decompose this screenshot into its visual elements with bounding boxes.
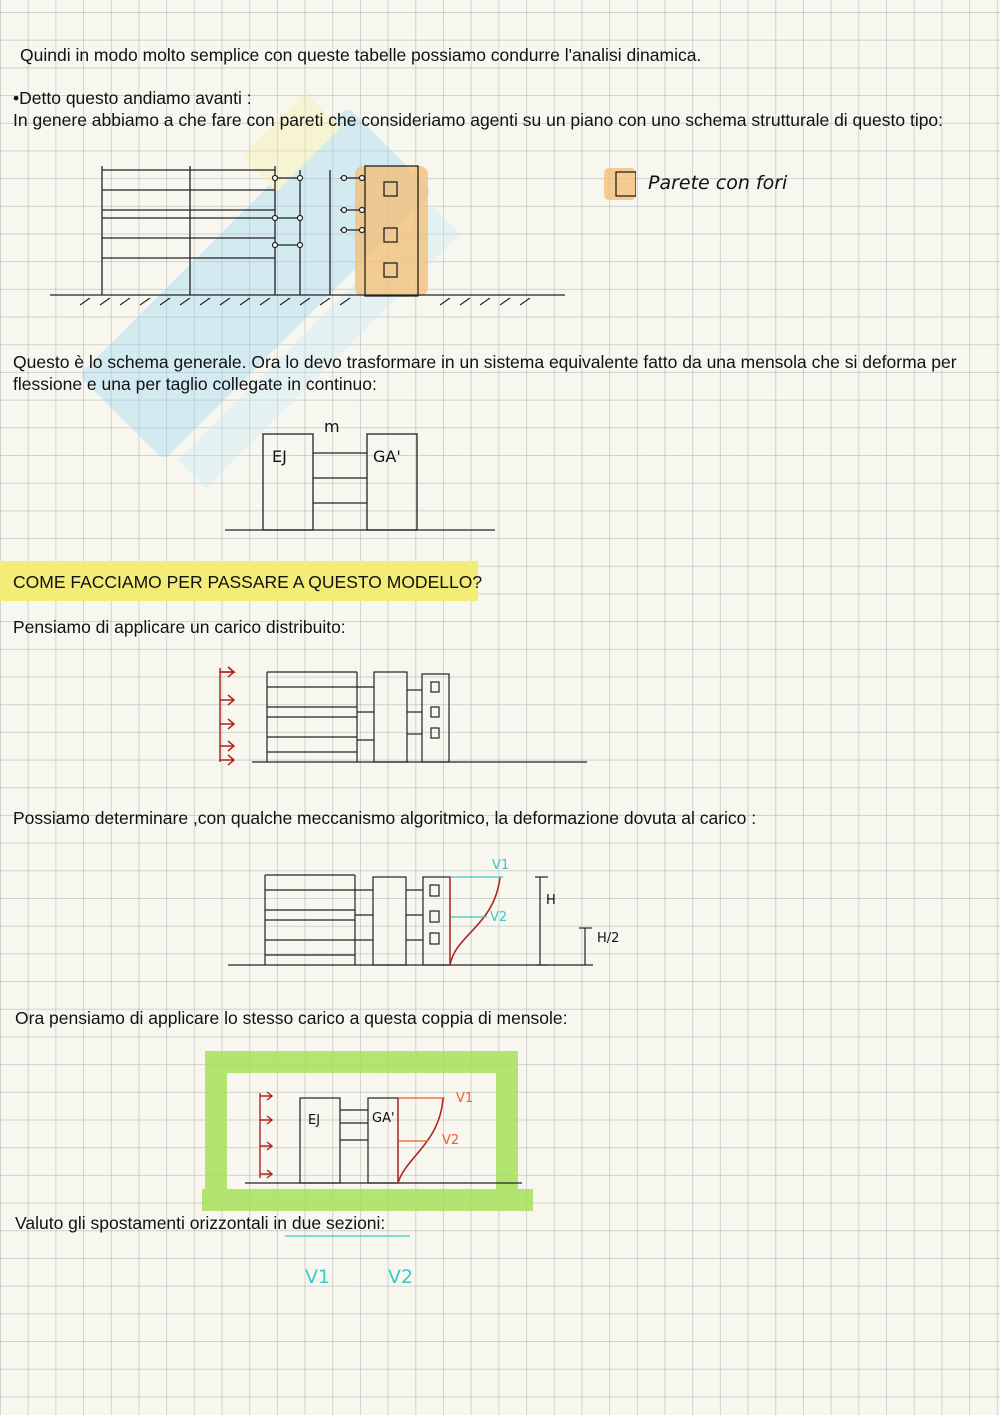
- paragraph-horizontal-displacements: Valuto gli spostamenti orizzontali in due sezioni:: [15, 1213, 386, 1233]
- paragraph-distributed-load: Pensiamo di applicare un carico distribuito:: [13, 617, 346, 637]
- label-ej-pair: EJ: [308, 1113, 321, 1128]
- label-v1-bottom: V1: [305, 1266, 331, 1288]
- label-v2-pair: V2: [442, 1133, 460, 1148]
- label-ej: EJ: [272, 447, 287, 466]
- label-v2-deformation: V2: [490, 910, 508, 925]
- paragraph-same-load: Ora pensiamo di applicare lo stesso carico a questa coppia di mensole:: [15, 1008, 568, 1028]
- label-h: H: [546, 893, 556, 908]
- label-v2-bottom: V2: [388, 1266, 414, 1288]
- label-ga: GA': [373, 447, 401, 466]
- label-h-half: H/2: [597, 931, 620, 946]
- paragraph-walls: In genere abbiamo a che fare con pareti che consideriamo agenti su un piano con uno schema strutturale di questo tipo:: [13, 110, 944, 130]
- paragraph-equivalent-system: Questo è lo schema generale. Ora lo devo trasformare in un sistema equivalente fatto da una mensola che si deforma per flessione e una per taglio collegate in continuo:: [13, 352, 957, 394]
- figure-cantilever-pair: [200, 1048, 536, 1216]
- label-ga-pair: GA': [372, 1111, 395, 1126]
- heading-model: COME FACCIAMO PER PASSARE A QUESTO MODELLO?: [13, 572, 483, 592]
- orange-highlight-square: [604, 164, 636, 202]
- label-v1-pair: V1: [456, 1091, 474, 1106]
- figure-deformation: [225, 855, 635, 973]
- figure-equivalent-cantilevers: [225, 420, 500, 545]
- figure-distributed-load: [212, 662, 592, 770]
- cyan-underline: [285, 1234, 413, 1238]
- paragraph-deformation: Possiamo determinare ,con qualche meccanismo algoritmico, la deformazione dovuta al carico :: [13, 808, 757, 828]
- figure-structural-scheme: [50, 160, 570, 315]
- label-v1-deformation: V1: [492, 858, 510, 873]
- paragraph-bullet: •Detto questo andiamo avanti :: [13, 88, 252, 108]
- note-wall-with-holes: Parete con fori: [648, 172, 788, 194]
- paragraph-intro: Quindi in modo molto semplice con queste tabelle possiamo condurre l'analisi dinamica.: [20, 45, 702, 65]
- label-mass: m: [324, 417, 340, 436]
